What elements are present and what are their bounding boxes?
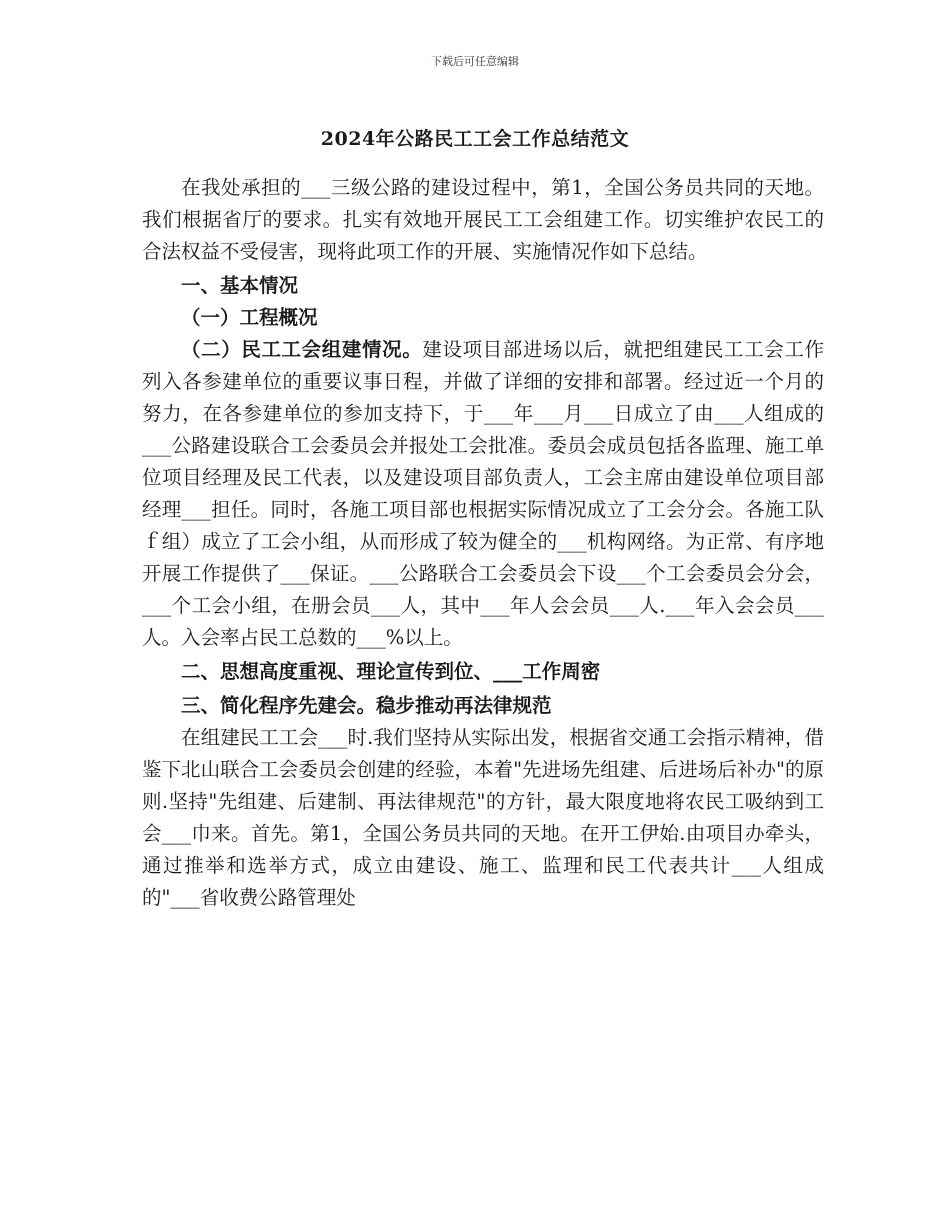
subsection2-heading: （二）民工工会组建情况。: [181, 338, 423, 361]
subsection2-body: 建设项目部进场以后，就把组建民工工会工作列入各参建单位的重要议事日程，并做了详细的安排和部署。经过近一个月的努力，在各参建单位的参加支持下，于___年___月___日成立了由___人组成的___公路建设联合工会委员会并报处工会批准。委员会成员包括各监理、施工单位项目经理及民工代表，以及建设项目部负责人，工会主席由建设单位项目部经理___担任。同时，各施工项目部也根据实际情况成立了工会分会。各施工队ｆ组）成立了工会小组，从而形成了较为健全的___机构网络。为正常、有序地开展工作提供了___保证。___公路联合工会委员会下设___个工会委员会分会，___个工会小组，在册会员___人，其中___年人会会员___人.___年入会会员___人。入会率占民工总数的___%以上。: [142, 338, 824, 649]
section3-heading: 三、简化程序先建会。稳步推动再法律规范: [181, 694, 552, 717]
header-note: 下载后可任意编辑: [431, 55, 519, 68]
document-title: 2024年公路民工工会工作总结范文: [320, 128, 630, 150]
section2-heading: 二、思想高度重视、理论宣传到位、___工作周密: [181, 660, 601, 683]
section1-heading: 一、基本情况: [181, 274, 299, 297]
subsection1-heading: （一）工程概况: [181, 306, 318, 329]
document-body: [142, 172, 824, 914]
subsection2-paragraph: [142, 334, 824, 654]
section3-paragraph: 在组建民工工会___时.我们坚持从实际出发，根据省交通工会指示精神，借鉴下北山联合工会委员会创建的经验，本着"先进场先组建、后进场后补办"的原则.坚持"先组建、后建制、再法律规范"的方针，最大限度地将农民工吸纳到工会___巾来。首先。第1，全国公务员共同的天地。在开工伊始.由项目办牵头，通过推举和选举方式，成立由建设、施工、监理和民工代表共计___人组成的"___省收费公路管理处: [142, 726, 824, 909]
intro-paragraph: 在我处承担的___三级公路的建设过程中，第1，全国公务员共同的天地。我们根据省厅的要求。扎实有效地开展民工工会组建工作。切实维护农民工的合法权益不受侵害，现将此项工作的开展、实施情况作如下总结。: [142, 176, 824, 263]
